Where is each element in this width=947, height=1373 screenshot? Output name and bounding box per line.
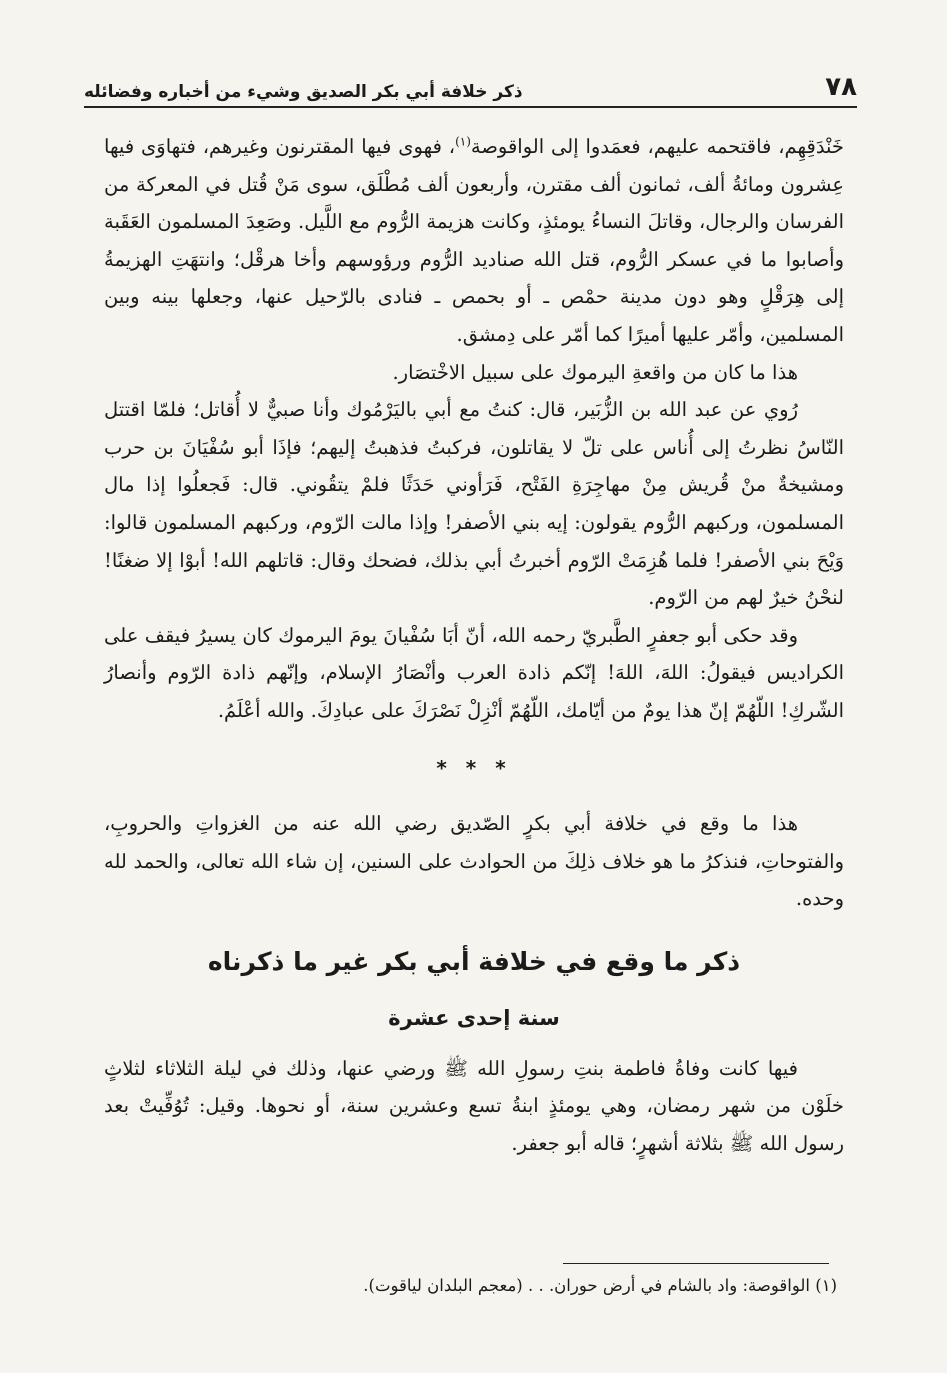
paragraph-khandaq-rest: ، فهوى فيها المقترنون وغيرهم، فتهاوَى فيها عِشرون ومائةُ ألف، ثمانون ألف مقترن، وأربعون ألف مُطْلَق، سوى مَنْ قُتل في المعركة من الفرسان والرجال، وقاتلَ النساءُ يومئذٍ، وكانت هزيمة الرُّوم مع اللَّيل. وصَعِدَ المسلمون العَقَبة وأصابوا ما في عسكر الرُّوم، قتل الله صناديد الرُّوم ورؤوسهم وأخا هرقْل؛ وانتهَتِ الهزيمةُ إلى هِرَقْلٍ وهو دون مدينة حمْص ـ أو بحمص ـ فنادى بالرّحيل عنها، وجعلها بينه وبين المسلمين، وأمّر عليها أميرًا كما أمّر على دِمشق. bbox=[104, 135, 844, 346]
section-heading: ذكر ما وقع في خلافة أبي بكر غير ما ذكرناه bbox=[207, 946, 741, 976]
running-title: ذكر خلافة أبي بكر الصديق وشيء من أخباره وفضائله bbox=[84, 82, 523, 102]
paragraph-tabari: وقد حكى أبو جعفرٍ الطَّبريّ رحمه الله، أنّ أبَا سُفْيانَ يومَ اليرموك كان يسيرُ فيقف على الكراديس فيقولُ: اللهَ، اللهَ! إنّكم ذادة العرب وأنْصَارُ الإسلام، وإنّهم ذادة الرّوم وأنصارُ الشّركِ! اللّهُمّ إنّ هذا يومٌ من أيّامك، اللّهُمّ أنْزِلْ نَصْرَكَ على عبادِكَ. والله أعْلَمُ. bbox=[104, 623, 844, 722]
body-text bbox=[104, 128, 844, 1163]
section-separator: * * * bbox=[436, 755, 512, 780]
footnote: (١) الواقوصة: واد بالشام في أرض حوران. . . (معجم البلدان لياقوت). bbox=[363, 1276, 837, 1295]
paragraph-yarmouk-summary: هذا ما كان من واقعةِ اليرموك على سبيل الاخْتصَار. bbox=[392, 360, 798, 384]
footnote-marker: (١) bbox=[455, 134, 471, 149]
paragraph-caliphate-summary: هذا ما وقع في خلافة أبي بكرٍ الصّديق رضي الله عنه من الغزواتِ والحروبِ، والفتوحاتِ، فنذكرُ ما هو خلاف ذلِكَ من الحوادث على السنين، إن شاء الله تعالى، والحمد لله وحده. bbox=[104, 812, 844, 911]
page-number: ٧٨ bbox=[825, 72, 857, 102]
paragraph-khandaq bbox=[104, 128, 844, 354]
year-heading: سنة إحدى عشرة bbox=[388, 1005, 560, 1030]
paragraph-fatima: فيها كانت وفاةُ فاطمة بنتِ رسولِ الله ﷺ ورضي عنها، وذلك في ليلة الثلاثاء لثلاثٍ خلَوْن من شهر رمضان، وهي يومئذٍ ابنةُ تسع وعشرين سنة، أو نحوها. وقيل: تُوُفِّيتْ بعد رسول الله ﷺ بثلاثة أشهرٍ؛ قاله أبو جعفر. bbox=[104, 1056, 844, 1156]
footnote-divider bbox=[563, 1263, 829, 1264]
paragraph-khandaq-start: خَنْدَقِهِم، فاقتحمه عليهم، فعمَدوا إلى الواقوصة bbox=[470, 135, 844, 158]
paragraph-ibn-zubayr: رُوي عن عبد الله بن الزُّبَير، قال: كنتُ مع أبي باليَرْمُوك وأنا صبيٌّ لا أُقاتل؛ فلمّا اقتتل النّاسُ نظرتُ إلى أُناس على تلّ لا يقاتلون، فركبتُ فذهبتُ إليهم؛ فإذَا أبو سُفْيَانَ بن حرب ومشيخةٌ منْ قُريش مِنْ مهاجِرَةِ الفَتْح، فَرَأوني حَدَثًا فلمْ يتقُوني. قال: فَجعلُوا إذا مال المسلمون، وركبهم الرُّوم يقولون: إيه بني الأصفر! وإذا مالت الرّوم، وركبهم المسلمون قالوا: وَيْحَ بني الأصفر! فلما هُزِمَتْ الرّوم أخبرتُ أبي بذلك، فضحك وقال: قاتلهم الله! أبوْا إلا ضغنًا! لنحْنُ خيرٌ لهم من الرّوم. bbox=[104, 398, 844, 610]
running-head bbox=[84, 64, 857, 108]
